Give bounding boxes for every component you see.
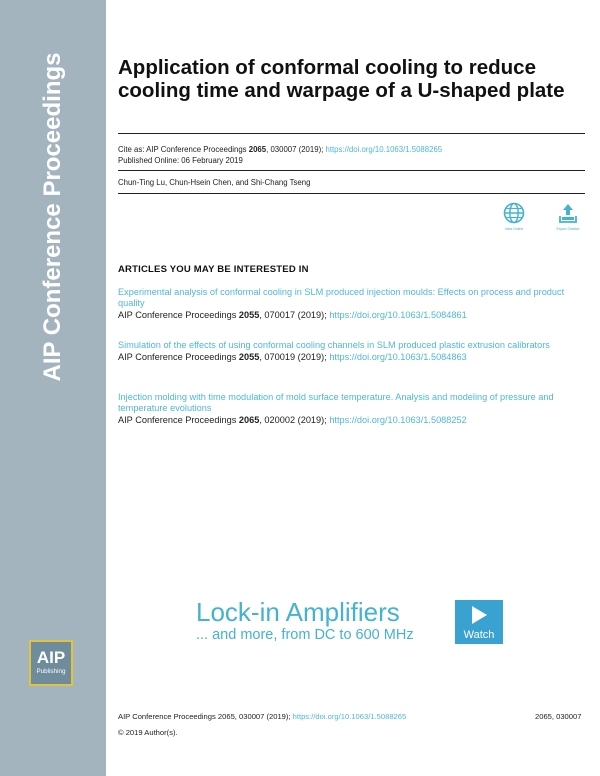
copyright-notice: © 2019 Author(s).: [118, 728, 178, 737]
authors: Chun-Ting Lu, Chun-Hsein Chen, and Shi-Chang Tseng: [118, 178, 311, 187]
article-journal: AIP Conference Proceedings: [118, 352, 239, 362]
logo-text: AIP: [36, 648, 66, 667]
export-citation-button[interactable]: [546, 202, 590, 231]
related-article-title[interactable]: Simulation of the effects of using conformal cooling channels in SLM produced plastic extrusion calibrators: [118, 340, 550, 350]
logo-subtext: Publishing: [36, 668, 66, 675]
citation-line: [118, 145, 442, 155]
related-article: [118, 392, 583, 427]
divider: [118, 170, 585, 171]
article-volume: 2055: [238, 352, 260, 362]
export-citation-label: Export Citation: [556, 227, 580, 231]
article-doi-link[interactable]: https://doi.org/10.1063/1.5088252: [329, 415, 467, 425]
ad-subline[interactable]: ... and more, from DC to 600 MHz: [196, 627, 414, 643]
cite-rest: , 030007 (2019);: [266, 145, 326, 154]
watch-button[interactable]: [455, 600, 503, 644]
divider: [118, 193, 585, 194]
article-journal: AIP Conference Proceedings: [118, 415, 239, 425]
related-articles-heading: ARTICLES YOU MAY BE INTERESTED IN: [118, 264, 309, 275]
footer-citation-text: AIP Conference Proceedings 2065, 030007 (2019);: [118, 712, 293, 721]
article-volume: 2065: [238, 415, 260, 425]
article-doi-link[interactable]: https://doi.org/10.1063/1.5084863: [329, 352, 467, 362]
divider: [118, 133, 585, 134]
related-article-title[interactable]: Injection molding with time modulation of mold surface temperature. Analysis and modeling of pressure and temperature evolutions: [118, 392, 554, 413]
related-article: [118, 340, 583, 364]
article-rest: , 020002 (2019);: [259, 415, 330, 425]
globe-icon: [503, 202, 525, 224]
article-doi-link[interactable]: https://doi.org/10.1063/1.5084861: [329, 310, 467, 320]
footer-doi-link[interactable]: https://doi.org/10.1063/1.5088265: [292, 712, 407, 721]
footer-citation: [118, 712, 406, 721]
related-article: [118, 287, 583, 322]
view-online-button[interactable]: [492, 202, 536, 231]
article-volume: 2055: [238, 310, 260, 320]
footer-page-id: 2065, 030007: [535, 712, 582, 721]
article-rest: , 070019 (2019);: [259, 352, 330, 362]
view-online-label: View Online: [504, 227, 524, 231]
article-rest: , 070017 (2019);: [259, 310, 330, 320]
article-journal: AIP Conference Proceedings: [118, 310, 239, 320]
published-date: Published Online: 06 February 2019: [118, 156, 243, 165]
aip-publishing-logo[interactable]: [29, 640, 73, 686]
watch-label: Watch: [463, 629, 495, 641]
related-article-citation: [118, 414, 583, 427]
journal-name: AIP Conference Proceedings: [39, 52, 66, 382]
cite-label: Cite as: AIP Conference Proceedings: [118, 145, 249, 154]
export-icon: [557, 202, 579, 224]
related-article-title[interactable]: Experimental analysis of conformal cooling in SLM produced injection moulds: Effects on process and product quality: [118, 287, 565, 308]
related-article-citation: [118, 351, 583, 364]
related-article-citation: [118, 309, 583, 322]
journal-sidebar: [0, 0, 106, 776]
play-icon: [469, 605, 489, 625]
ad-headline[interactable]: Lock-in Amplifiers: [196, 597, 400, 627]
paper-title: Application of conformal cooling to reduce cooling time and warpage of a U-shaped plate: [118, 56, 565, 102]
cite-volume: 2065: [248, 145, 267, 154]
doi-link[interactable]: https://doi.org/10.1063/1.5088265: [325, 145, 443, 154]
